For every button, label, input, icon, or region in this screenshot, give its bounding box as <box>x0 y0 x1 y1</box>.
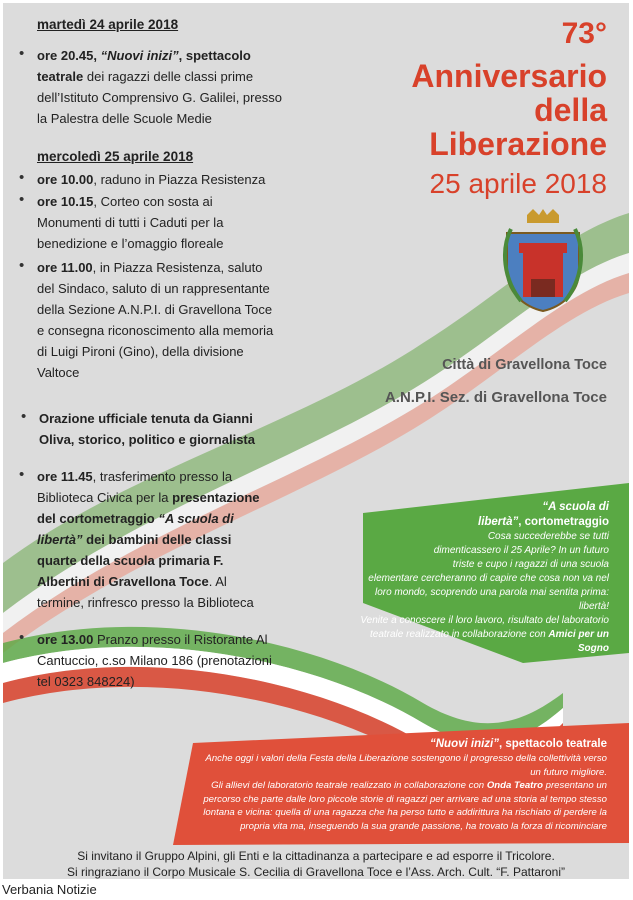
red-box-line: percorso che parte dalle loro piccole storie di ragazzi per arrivare ad una storia al tempo stesso <box>203 793 607 805</box>
red-box-line: lontana e vicina: quella di una ragazza che ha perso tutto e addirittura ha rischiato di perdere la <box>203 807 607 818</box>
green-box-line: loro mondo, scoprendo una parola mai sentita prima: <box>374 587 609 598</box>
red-box-line: un futuro migliore. <box>530 766 607 778</box>
green-box-heading-1: “A scuola di <box>542 501 609 513</box>
coat-of-arms-icon <box>501 209 585 313</box>
red-box-line: propria vita ma, inseguendo la sua grande passione, ha trovato la forza di ricominciare <box>240 820 607 832</box>
title-date: 25 aprile 2018 <box>429 168 607 199</box>
bullet: • <box>21 408 27 425</box>
bullet: • <box>19 629 25 646</box>
bullet: • <box>19 257 25 274</box>
title-anniversary-number: 73° <box>561 17 607 50</box>
green-box-line: Cosa succederebbe se tutti <box>487 531 609 542</box>
event-saluto: ore 11.00, in Piazza Resistenza, saluto del Sindaco, saluto di un rappresentante della Sezione A.N.P.I. di Gravellona Toce e consegna riconoscimento alla memoria di Luigi Pironi (Gino), della divisione Valtoce <box>37 260 274 380</box>
green-box-line: Sogno <box>577 643 609 654</box>
green-box-line: teatrale realizzato in collaborazione con Amici per un <box>369 629 609 640</box>
event-biblioteca: ore 11.45, trasferimento presso la Biblioteca Civica per la presentazione del cortometraggio “A scuola di libertà” dei bambini delle classi quarte della scuola primaria F. Albertini di Gravellona Toce. Al termine, rinfresco presso la Biblioteca <box>37 469 260 610</box>
green-box-line: dimenticassero il 25 Aprile? In un futuro <box>433 545 609 556</box>
event-corteo: ore 10.15, Corteo con sosta ai Monumenti di tutti i Caduti per la benedizione e l’omaggio floreale <box>37 194 224 251</box>
bullet: • <box>19 191 25 208</box>
event-orazione: Orazione ufficiale tenuta da Gianni Oliva, storico, politico e giornalista <box>39 411 255 447</box>
green-box-text <box>347 500 609 656</box>
green-box-line: libertà! <box>578 601 609 612</box>
date-24-april: martedì 24 aprile 2018 <box>37 17 179 32</box>
source-credit: Verbania Notizie <box>2 882 97 897</box>
title-liberazione: Liberazione <box>429 126 607 162</box>
bullet: • <box>19 169 25 186</box>
red-box-text <box>153 737 607 833</box>
red-box-line: Gli allievi del laboratorio teatrale realizzato in collaborazione con Onda Teatro presentano un <box>211 780 607 791</box>
red-box-line: Anche oggi i valori della Festa della Liberazione sostengono il progresso della collettività verso <box>205 753 607 764</box>
green-box-line: triste e cupo i ragazzi di una scuola <box>452 559 609 570</box>
green-box-line: elementare cercheranno di capire che cosa non va nel <box>368 573 609 584</box>
bullet: • <box>19 45 25 62</box>
poster <box>3 3 629 879</box>
footer-invitation: Si invitano il Gruppo Alpini, gli Enti e la cittadinanza a partecipare e ad esporre il Tricolore. <box>77 849 555 863</box>
event-raduno: ore 10.00, raduno in Piazza Resistenza <box>37 172 266 187</box>
bullet: • <box>19 466 25 483</box>
green-box-heading-2: libertà”, cortometraggio <box>478 516 609 528</box>
event-nuovi-inizi: ore 20.45, “Nuovi inizi”, spettacolo teatrale dei ragazzi delle classi prime dell’Istituto Comprensivo G. Galilei, presso la Palestra delle Scuole Medie <box>37 48 282 126</box>
city-name: Città di Gravellona Toce <box>442 357 607 373</box>
green-box-line: Venite a conoscere il loro lavoro, risultato del laboratorio <box>360 615 609 626</box>
date-25-april: mercoledì 25 aprile 2018 <box>37 149 194 164</box>
title-della: della <box>534 92 607 128</box>
footer-thanks: Si ringraziano il Corpo Musicale S. Cecilia di Gravellona Toce e l’Ass. Arch. Cult. “F. Pattaroni” <box>67 865 565 879</box>
title-anniversario: Anniversario <box>411 58 607 94</box>
anpi-section: A.N.P.I. Sez. di Gravellona Toce <box>384 389 607 406</box>
red-box-heading: “Nuovi inizi”, spettacolo teatrale <box>429 738 607 750</box>
event-pranzo: ore 13.00 Pranzo presso il Ristorante Al Cantuccio, c.so Milano 186 (prenotazioni tel 0323 848224) <box>37 632 272 689</box>
